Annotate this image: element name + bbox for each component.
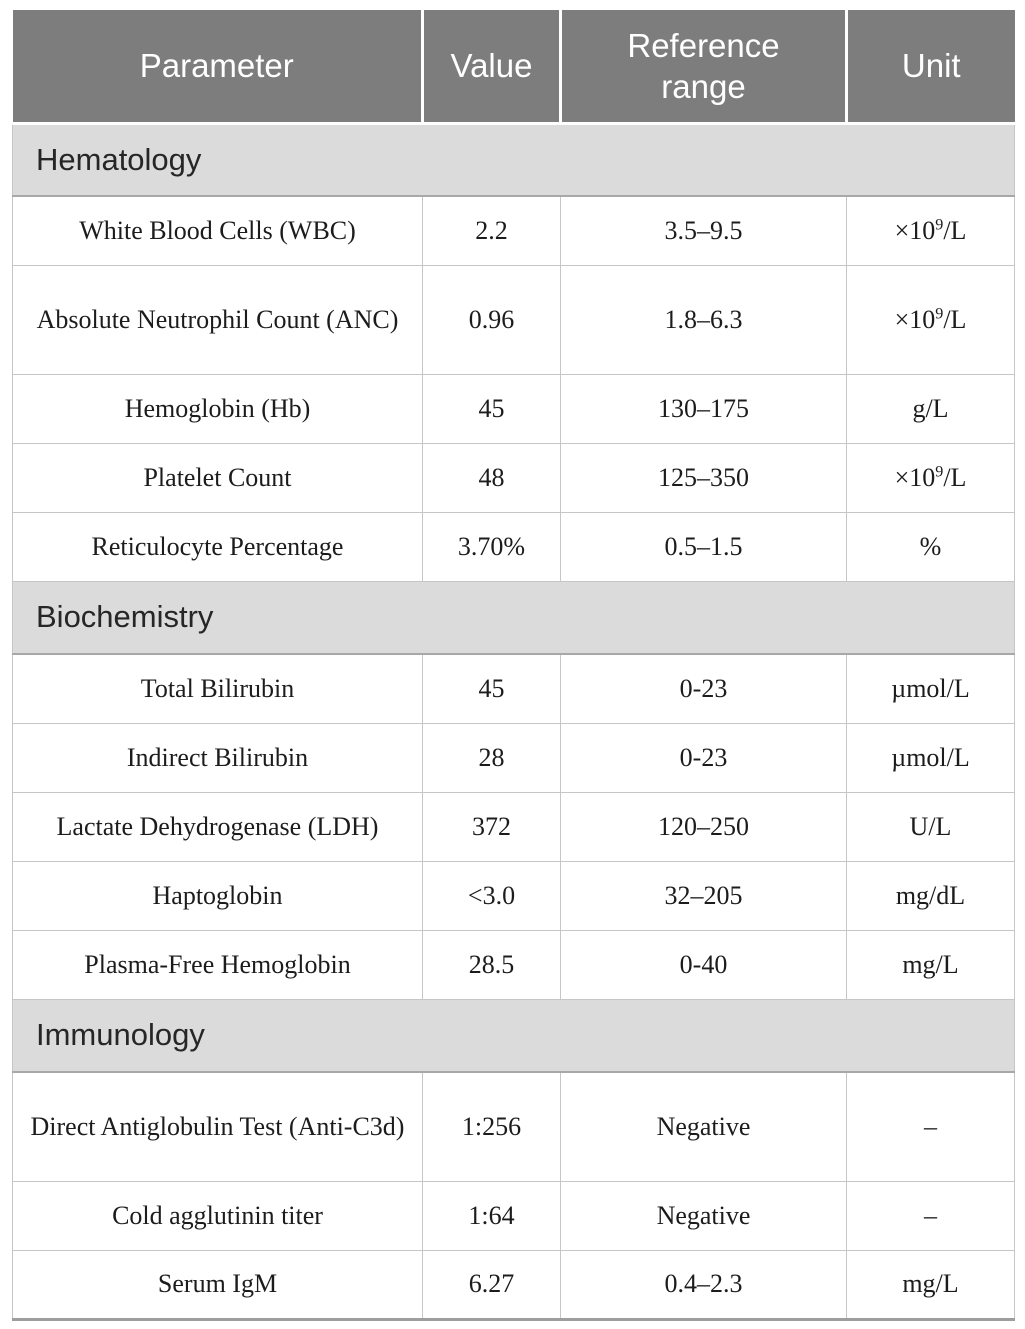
section-title: Immunology (13, 999, 1015, 1072)
table-row-wbc (13, 196, 1015, 265)
section-header-immunology (13, 999, 1015, 1072)
range-cell: 125–350 (561, 443, 847, 512)
table-row-dat (13, 1072, 1015, 1181)
param-cell: Indirect Bilirubin (13, 723, 423, 792)
section-title: Biochemistry (13, 581, 1015, 654)
range-cell: 0-23 (561, 654, 847, 723)
value-cell: 6.27 (423, 1250, 561, 1319)
table-row-cold-agglutinin (13, 1181, 1015, 1250)
param-cell: Total Bilirubin (13, 654, 423, 723)
range-cell: 130–175 (561, 374, 847, 443)
unit-cell: $\times 10^9/L$ (847, 265, 1015, 374)
unit-cell: mg/dL (847, 861, 1015, 930)
range-cell: 1.8–6.3 (561, 265, 847, 374)
unit-cell: mg/L (847, 930, 1015, 999)
section-title: Hematology (13, 123, 1015, 196)
range-cell: 32–205 (561, 861, 847, 930)
param-cell: Lactate Dehydrogenase (LDH) (13, 792, 423, 861)
lab-results-table (12, 10, 1015, 1321)
param-cell: Platelet Count (13, 443, 423, 512)
param-cell: White Blood Cells (WBC) (13, 196, 423, 265)
table-row-indirect-bilirubin (13, 723, 1015, 792)
unit-cell: $\times 10^9/L$ (847, 196, 1015, 265)
range-cell: 0.5–1.5 (561, 512, 847, 581)
range-cell: 0.4–2.3 (561, 1250, 847, 1319)
value-cell: 45 (423, 654, 561, 723)
section-header-biochemistry (13, 581, 1015, 654)
unit-cell: U/L (847, 792, 1015, 861)
range-cell: 3.5–9.5 (561, 196, 847, 265)
column-header-parameter: Parameter (13, 10, 423, 123)
range-cell: Negative (561, 1181, 847, 1250)
param-cell: Reticulocyte Percentage (13, 512, 423, 581)
param-cell: Haptoglobin (13, 861, 423, 930)
column-header-reference-range: Reference range (561, 10, 847, 123)
range-cell: 120–250 (561, 792, 847, 861)
unit-cell: g/L (847, 374, 1015, 443)
range-cell: Negative (561, 1072, 847, 1181)
value-cell: <3.0 (423, 861, 561, 930)
section-header-hematology (13, 123, 1015, 196)
unit-cell: µmol/L (847, 723, 1015, 792)
value-cell: 372 (423, 792, 561, 861)
value-cell: 1:256 (423, 1072, 561, 1181)
table-row-plasma-free-hemoglobin (13, 930, 1015, 999)
table-header-row (13, 10, 1015, 123)
value-cell: 48 (423, 443, 561, 512)
table-row-total-bilirubin (13, 654, 1015, 723)
table-row-reticulocyte (13, 512, 1015, 581)
table-row-hemoglobin (13, 374, 1015, 443)
table-row-anc (13, 265, 1015, 374)
unit-cell: $\times 10^9/L$ (847, 443, 1015, 512)
value-cell: 3.70% (423, 512, 561, 581)
param-cell: Cold agglutinin titer (13, 1181, 423, 1250)
unit-cell: – (847, 1072, 1015, 1181)
value-cell: 2.2 (423, 196, 561, 265)
param-cell: Absolute Neutrophil Count (ANC) (13, 265, 423, 374)
value-cell: 1:64 (423, 1181, 561, 1250)
unit-cell: – (847, 1181, 1015, 1250)
table-row-serum-igm (13, 1250, 1015, 1319)
unit-cell: µmol/L (847, 654, 1015, 723)
column-header-value: Value (423, 10, 561, 123)
column-header-unit: Unit (847, 10, 1015, 123)
table-row-haptoglobin (13, 861, 1015, 930)
unit-cell: % (847, 512, 1015, 581)
table-row-ldh (13, 792, 1015, 861)
param-cell: Direct Antiglobulin Test (Anti-C3d) (13, 1072, 423, 1181)
table-row-platelets (13, 443, 1015, 512)
value-cell: 0.96 (423, 265, 561, 374)
param-cell: Hemoglobin (Hb) (13, 374, 423, 443)
unit-cell: mg/L (847, 1250, 1015, 1319)
value-cell: 28.5 (423, 930, 561, 999)
param-cell: Serum IgM (13, 1250, 423, 1319)
param-cell: Plasma-Free Hemoglobin (13, 930, 423, 999)
range-cell: 0-40 (561, 930, 847, 999)
range-cell: 0-23 (561, 723, 847, 792)
value-cell: 28 (423, 723, 561, 792)
value-cell: 45 (423, 374, 561, 443)
